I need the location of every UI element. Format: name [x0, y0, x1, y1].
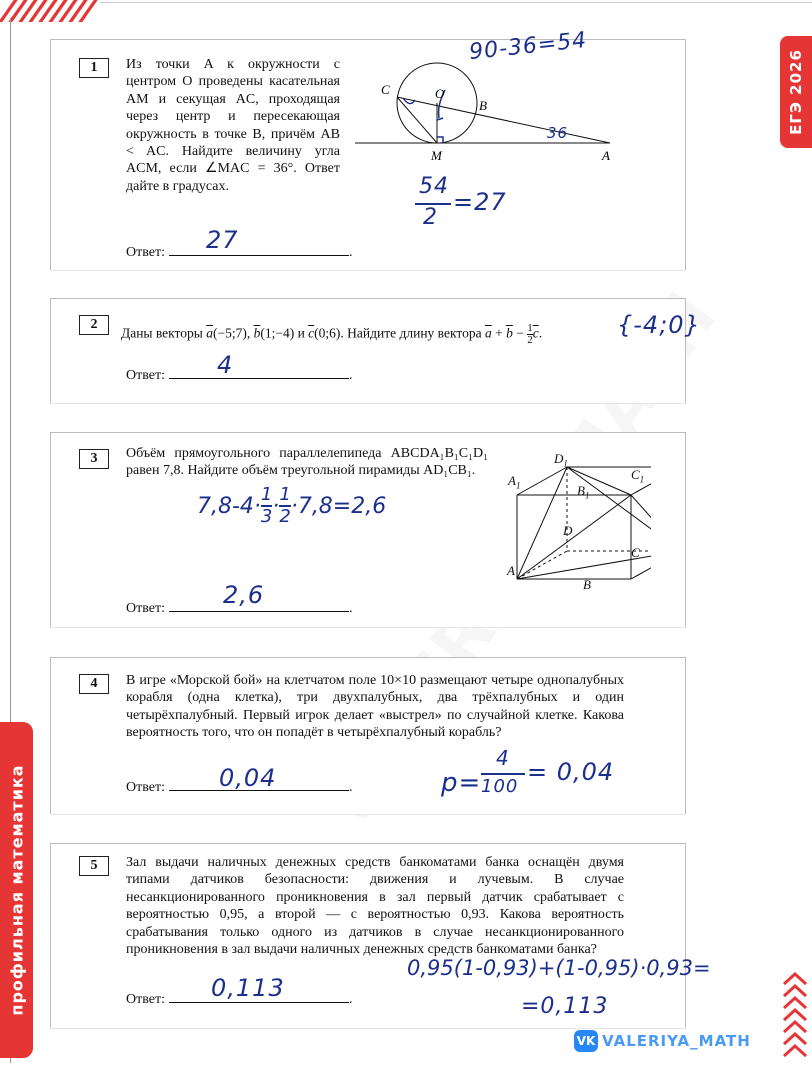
task-card-2: [50, 298, 701, 403]
hand-frac-num: 54: [419, 174, 449, 199]
hand-frac-den: 100: [481, 776, 519, 797]
hand-angle-36: 36: [547, 124, 569, 142]
answer-row: Ответ: .: [126, 780, 353, 795]
label-M: M: [431, 148, 442, 163]
answer-label: Ответ:: [126, 368, 165, 383]
answer-value: 2,6: [223, 581, 265, 609]
hand-work-line2: =0,113: [521, 994, 609, 1019]
answer-field[interactable]: [169, 255, 349, 256]
task-number: 3: [79, 449, 109, 469]
answer-value: 0,04: [219, 764, 277, 792]
task-card-4: [50, 657, 686, 814]
answer-field[interactable]: [169, 611, 349, 612]
hand-frac-den: 2: [423, 205, 438, 230]
answer-row: Ответ: .: [126, 368, 353, 383]
answer-field[interactable]: [169, 1002, 349, 1003]
task-text: В игре «Морской бой» на клетчатом поле 10×10 размещают четыре однопалубных корабля (одна клетка), три двухпалубных, два трёхпалубных и один четырёхпалубный. Первый игрок делает «выстрел» по случайной клетке. Какова вероятность того, что он попадёт в четырёхпалубный корабль?: [126, 673, 624, 741]
answer-row: Ответ: .: [126, 992, 353, 1007]
label-C: C: [381, 82, 390, 97]
hand-result: =27: [453, 188, 507, 216]
answer-value: 27: [206, 226, 239, 254]
task-card-3: 3 Объём прямоугольного параллелепипеда ABCDA₁B₁C₁D₁ равен 7,8. Найдите объём треугольной пирамиды AD₁CB₁. $D_1$ $C_1$ $A_1$ $B_1$ D C A B 7,8-4· 1 3 · 1 2 ·7,8=2,6 Ответ: . 2,6: [50, 432, 686, 627]
parallelepiped-figure: [501, 449, 651, 594]
hand-frac-num: 4: [496, 746, 510, 770]
hand-frac-line: [481, 773, 525, 775]
task-number: 4: [79, 674, 109, 694]
answer-label: Ответ:: [126, 992, 165, 1007]
label-A: A: [602, 148, 610, 163]
answer-row: Ответ: .: [126, 601, 353, 616]
answer-value: 4: [217, 351, 234, 379]
brand-name: VALERIYA_MATH: [602, 1032, 751, 1050]
answer-label: Ответ:: [126, 601, 165, 616]
task-card-1: [50, 27, 686, 270]
top-rule: [100, 2, 812, 3]
task-number: 1: [79, 58, 109, 78]
task-number: 5: [79, 856, 109, 876]
corner-stripes: [0, 0, 100, 22]
circle-tangent-figure: [355, 60, 630, 190]
hand-work-volume: 7,8-4· 1 3 · 1 2 ·7,8=2,6: [197, 484, 387, 527]
label-B: B: [479, 98, 487, 113]
label-O: O: [435, 86, 445, 101]
task-text: Объём прямоугольного параллелепипеда ABCDA₁B₁C₁D₁ равен 7,8. Найдите объём треугольной пирамиды AD₁CB₁.: [126, 446, 488, 479]
task-card-5: [50, 843, 711, 1028]
task-text: Даны векторы $\overline{a}(-5;7)$, $\overline{b}(1;-4)$ и $\overline{c}(0;6)$. Найдите длину вектора $\overline{a} + \overline{b}$ − $\frac{1}{2}$ $\overline{c}$.: [121, 322, 543, 346]
subject-badge: профильная математика: [0, 722, 33, 1058]
hand-work-vector: {-4;0}: [617, 311, 701, 339]
task-text: Из точки A к окружности с центром O проведены касательная AM и секущая AC, проходящая через центр и пересекающая окружность в точке B, причём AB < AC. Найдите величину угла ACM, если ∠MAC = 36°. Ответ дайте в градусах.: [126, 57, 340, 194]
answer-label: Ответ:: [126, 780, 165, 795]
hand-work-line1: 0,95(1-0,93)+(1-0,95)·0,93=: [407, 956, 711, 980]
task-text: Зал выдачи наличных денежных средств банкоматами банка оснащён двумя типами датчиков безопасности: движения и лучевым. В случае несанкционированного проникновения в зал первый датчик срабатывает с вероятностью 0,95, а второй — с вероятностью 0,93. Какова вероятность срабатывания только одного из датчиков в случае несанкционированного проникновения в зал выдачи наличных денежных средств банкоматами банка?: [126, 855, 624, 958]
task-number: 2: [79, 315, 109, 335]
hand-work-1: 90-36=54: [468, 27, 589, 66]
vk-brand[interactable]: [574, 1030, 751, 1052]
answer-value: 0,113: [211, 974, 285, 1002]
chevrons-decoration: [782, 972, 808, 1060]
hand-result: = 0,04: [527, 758, 615, 786]
answer-field[interactable]: [169, 378, 349, 379]
hand-p: p=: [441, 768, 482, 798]
exam-badge: ЕГЭ 2026: [780, 36, 812, 148]
answer-label: Ответ:: [126, 245, 165, 260]
vk-icon: VK: [574, 1030, 598, 1052]
answer-row: Ответ: .: [126, 245, 353, 260]
